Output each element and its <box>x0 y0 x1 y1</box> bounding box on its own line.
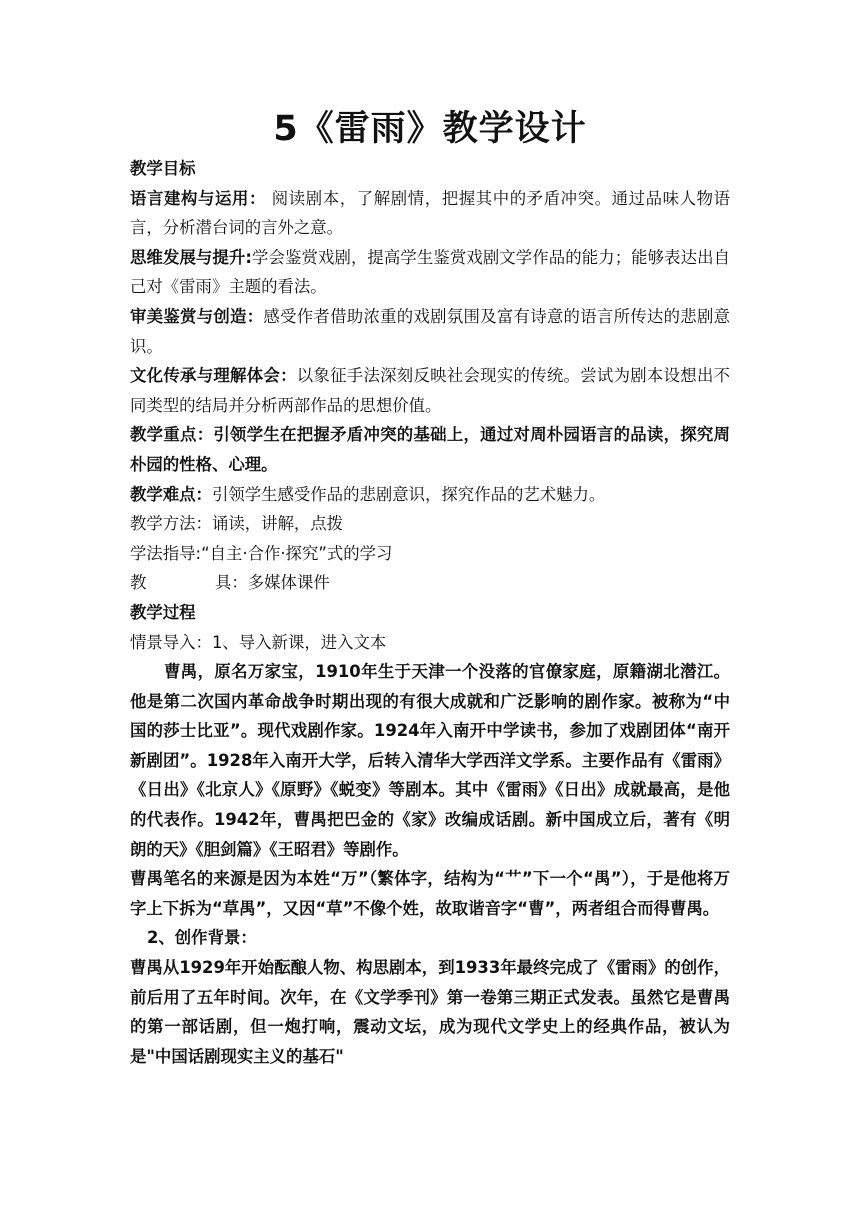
objectives-heading: 教学目标 <box>130 159 196 178</box>
teaching-tools <box>130 568 730 598</box>
difficulty <box>130 480 730 510</box>
document-body <box>130 154 730 1071</box>
page-title: 5《雷雨》教学设计 <box>273 109 587 149</box>
difficulty-label: 教学难点： <box>130 484 212 504</box>
intro-line: 情景导入：1、导入新课，进入文本 <box>130 632 387 652</box>
background-paragraph: 曹禺从1929年开始酝酿人物、构思剧本，到1933年最终完成了《雷雨》的创作，前后用了五年时间。次年，在《文学季刊》第一卷第三期正式发表。虽然它是曹禺的第一部话剧，但一炮打响，震动文坛，成为现代文学史上的经典作品，被认为是"中国话剧现实主义的基石" <box>130 958 730 1066</box>
tools-label-b: 具： <box>215 573 248 593</box>
objective-culture <box>130 361 730 420</box>
teaching-method: 教学方法：诵读，讲解，点拨 <box>130 514 344 534</box>
objective-culture-label: 文化传承与理解体会： <box>130 366 297 386</box>
process-heading: 教学过程 <box>130 602 196 622</box>
objective-aesthetic <box>130 302 730 361</box>
background-heading: 2、创作背景： <box>147 928 257 948</box>
objective-language-text: 阅读剧本，了解剧情，把握其中的矛盾冲突。通过品味人物语言，分析潜台词的言外之意。 <box>130 188 731 238</box>
name-paragraph: 曹禺笔名的来源是因为本姓“万”（繁体字，结构为“艹”下一个“禺”），于是他将万字上下拆为“草禺”，又因“草”不像个姓，故取谐音字“曹”，两者组合而得曹禺。 <box>130 869 730 918</box>
tools-value: 多媒体课件 <box>247 573 330 593</box>
objective-language-label: 语言建构与运用： <box>130 188 266 208</box>
objective-aesthetic-label: 审美鉴赏与创造： <box>130 306 264 326</box>
objective-thinking-label: 思维发展与提升: <box>130 247 252 267</box>
difficulty-text: 引领学生感受作品的悲剧意识，探究作品的艺术魅力。 <box>211 484 606 504</box>
objective-aesthetic-text: 感受作者借助浓重的戏剧氛围及富有诗意的语言所传达的悲剧意识。 <box>130 306 731 356</box>
study-guide: 学法指导:“自主·合作·探究”式的学习 <box>130 543 393 563</box>
objective-thinking-text: 学会鉴赏戏剧，提高学生鉴赏戏剧文学作品的能力；能够表达出自己对《雷雨》主题的看法。 <box>130 247 730 297</box>
objective-language <box>130 184 730 243</box>
objective-culture-text: 以象征手法深刻反映社会现实的传统。尝试为剧本设想出不同类型的结局并分析两部作品的思想价值。 <box>130 366 731 415</box>
key-point-text: 引领学生在把握矛盾冲突的基础上，通过对周朴园语言的品读，探究周朴园的性格、心理。 <box>130 425 731 474</box>
bio-paragraph: 曹禺，原名万家宝，1910年生于天津一个没落的官僚家庭，原籍湖北潜江。他是第二次国内革命战争时期出现的有很大成就和广泛影响的剧作家。被称为“中国的莎士比亚”。现代戏剧作家。1924年入南开中学读书，参加了戏剧团体“南开新剧团”。1928年入南开大学，后转入清华大学西洋文学系。主要作品有《雷雨》《日出》《北京人》《原野》《蜕变》等剧本。其中《雷雨》《日出》成就最高，是他的代表作。1942年，曹禺把巴金的《家》改编成话剧。新中国成立后，著有《明朗的天》《胆剑篇》《王昭君》等剧作。 <box>130 662 730 859</box>
objective-thinking <box>130 243 730 302</box>
key-point <box>130 420 730 479</box>
key-point-label: 教学重点： <box>130 425 214 445</box>
tools-label-a: 教 <box>130 573 147 593</box>
